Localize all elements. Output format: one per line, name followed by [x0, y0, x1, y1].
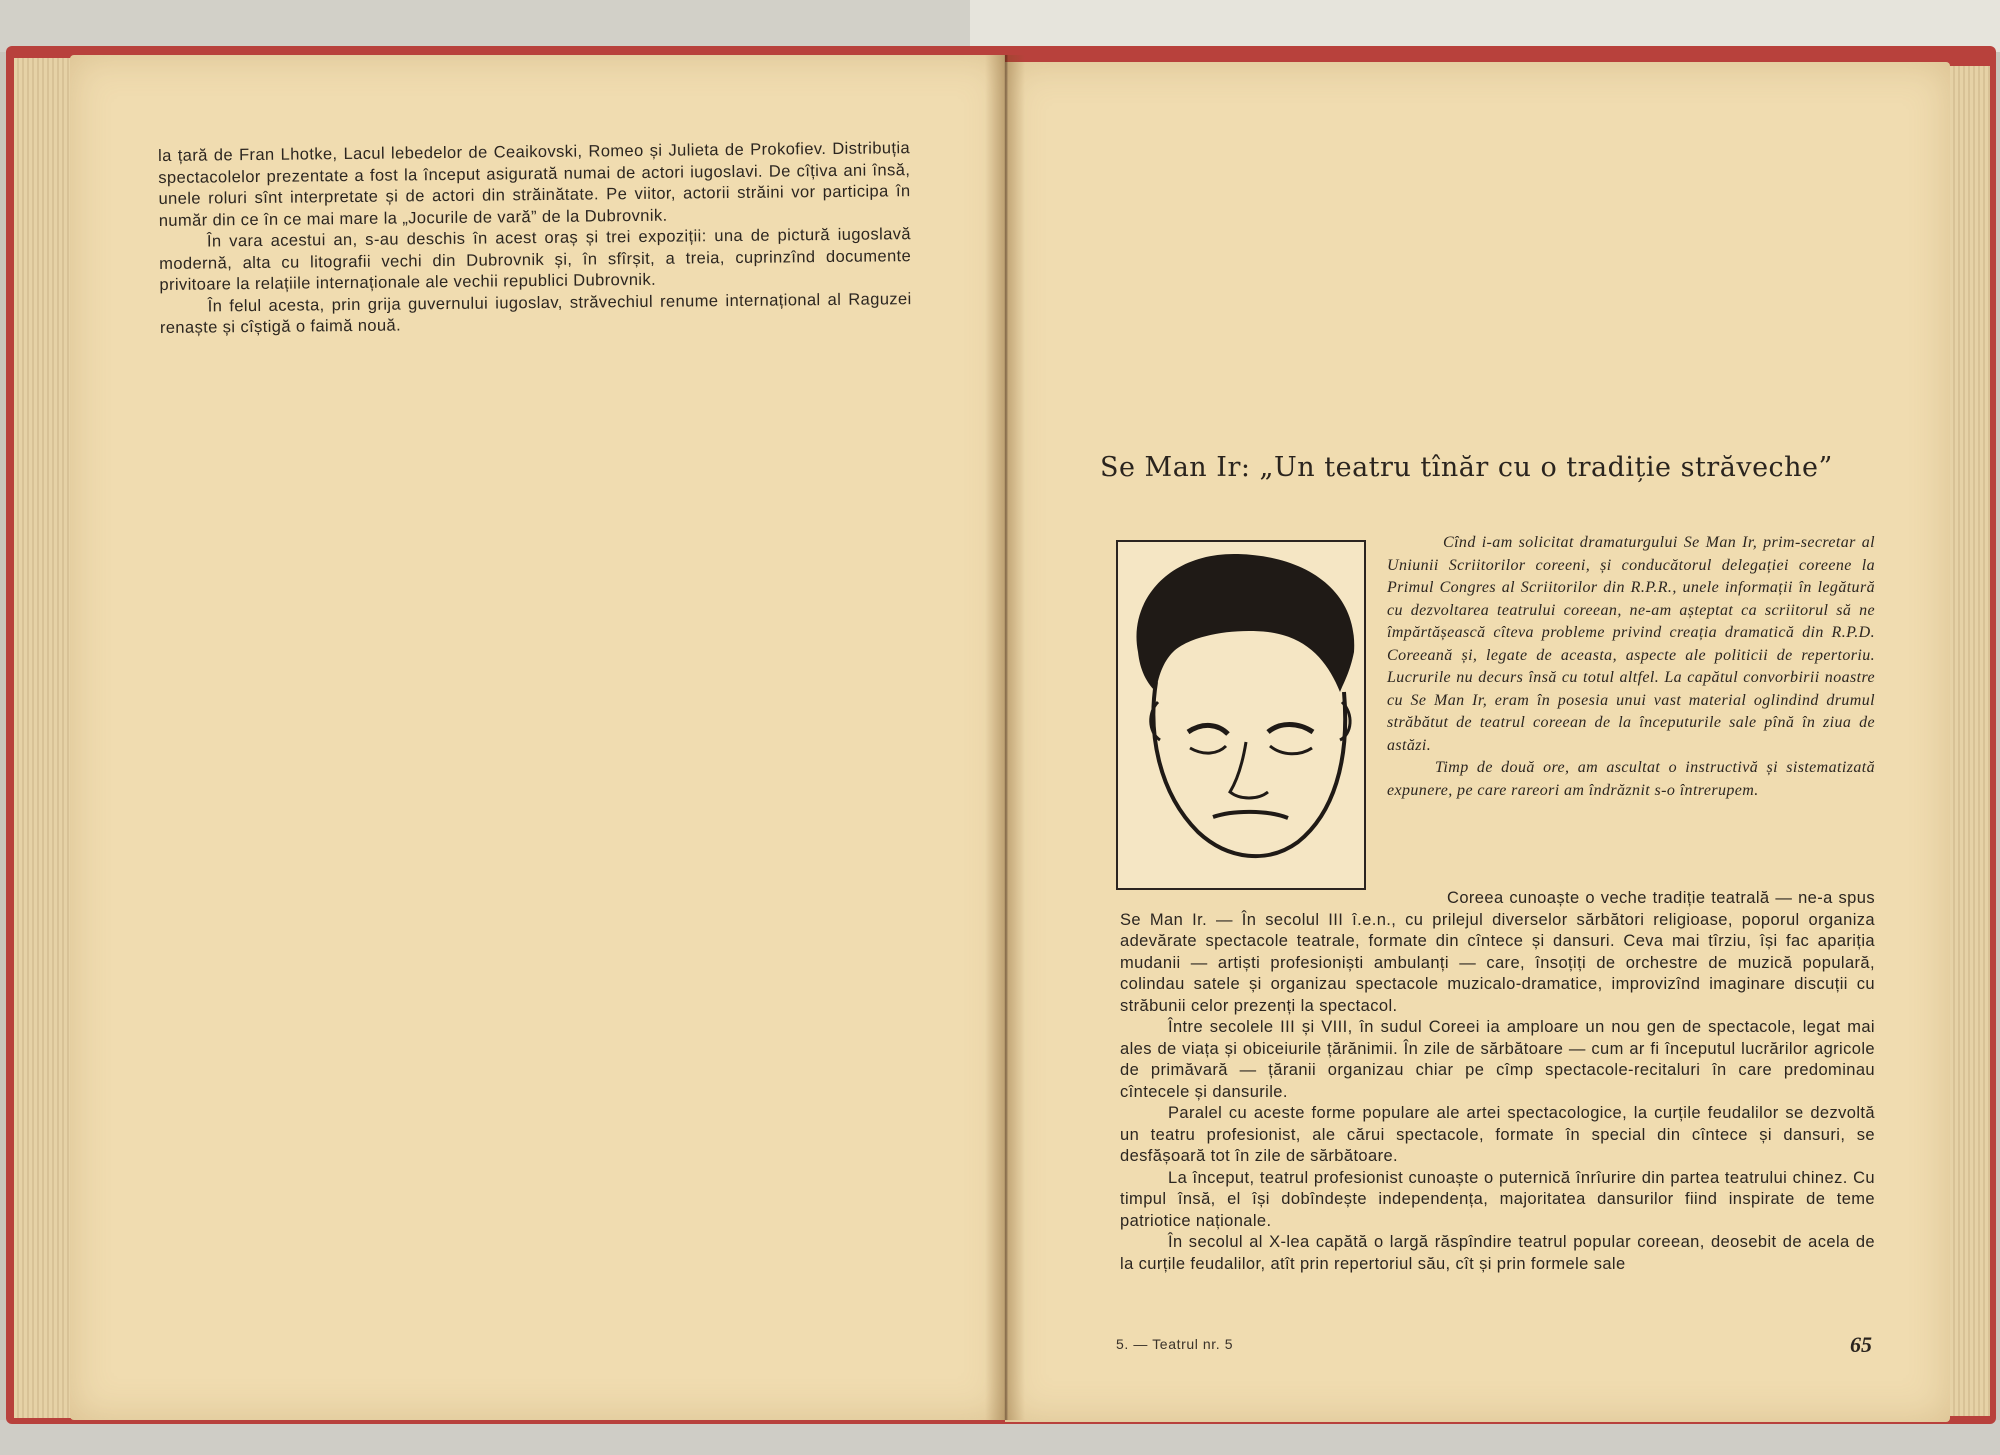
book-gutter	[985, 55, 1025, 1420]
portrait-caricature	[1116, 540, 1366, 890]
intro-text	[1387, 532, 1875, 802]
paragraph: În vara acestui an, s-au deschis în acest oraș și trei expoziții: una de pictură iugoslavă modernă, alta cu litografii vechi din Dubrovnik și, în sfîrșit, a treia, cuprinzînd documente privitoare la relațiile internaționale ale vechii republici Dubrovnik.	[159, 225, 912, 294]
left-page-text	[158, 138, 912, 339]
page-stack-right	[1945, 66, 1990, 1416]
paragraph: Între secolele III și VIII, în sudul Coreei ia amploare un nou gen de spectacole, legat mai ales de viața și obiceiurile țărănimii. În zile de sărbătoare — cum ar fi începutul lucrărilor agricole de primăvară — țăranii organizau chiar pe cîmp spectacole-recitaluri în care predominau cîntecele și dansurile.	[1120, 1018, 1875, 1101]
scanner-background-top-right	[970, 0, 2000, 52]
page-number: 65	[1850, 1332, 1872, 1357]
article-title: Se Man Ir: „Un teatru tînăr cu o tradiție străveche”	[1100, 452, 1833, 483]
paragraph: Cînd i-am solicitat dramaturgului Se Man Ir, prim-secretar al Uniunii Scriitorilor coreeni, și conducătorul delegației coreene la Primul Congres al Scriitorilor din R.P.R., unele informații în legătură cu dezvoltarea teatrului coreean, ne-am așteptat ca scriitorul să ne împărtășească cîteva probleme privind creația dramatică din R.P.D. Coreeană și, legate de aceasta, aspecte ale politicii de repertoriu. Lucrurile nu decurs însă cu totul altfel. La capătul convorbirii noastre cu Se Man Ir, eram în posesia unui vast material oglindind drumul străbătut de teatrul coreean de la începuturile sale pînă în ziua de astăzi.	[1387, 534, 1875, 754]
paragraph: În felul acesta, prin grija guvernului iugoslav, străvechiul renume internațional al Raguzei renaște și cîștigă o faimă nouă.	[159, 289, 912, 337]
page-stack-left	[14, 58, 76, 1418]
footer-issue: 5. — Teatrul nr. 5	[1116, 1336, 1234, 1352]
paragraph: La început, teatrul profesionist cunoaște o puternică înrîurire din partea teatrului chinez. Cu timpul însă, el își dobîndește independența, majoritatea dansurilor fiind inspirate de teme patriotice naționale.	[1120, 1168, 1875, 1230]
paragraph: Coreea cunoaște o veche tradiție teatrală — ne-a spus Se Man Ir. — În secolul III î.e.n., cu prilejul diverselor sărbători religioase, poporul organiza adevărate spectacole teatrale, formate din cîntece și dansuri. Ceva mai tîrziu, își fac apariția mudanii — artiști profesioniști ambulanți — care, însoțiți de orchestre de muzică populară, colindau satele și organizau spectacole muzicalo-dramatice, improvizînd imaginare discuții cu străbunii celor prezenți la spectacol.	[1120, 889, 1875, 1015]
scanner-background-bottom	[0, 1420, 2000, 1455]
paragraph: În secolul al X-lea capătă o largă răspîndire teatrul popular coreean, deosebit de acela de la curțile feudalilor, atît prin repertoriul său, cît și prin formele sale	[1120, 1233, 1875, 1273]
article-body	[1120, 888, 1875, 1275]
paragraph: Paralel cu aceste forme populare ale artei spectacologice, la curțile feudalilor se dezvoltă un teatru profesionist, ale cărui spectacole, formate în special din cîntece și dansuri, se desfășoară tot în zile de sărbătoare.	[1120, 1104, 1875, 1165]
paragraph: la țară de Fran Lhotke, Lacul lebedelor de Ceaikovski, Romeo și Julieta de Prokofiev. Distribuția spectacolelor prezentate a fost la început asigurată numai de actori iugoslavi. De cîțiva ani însă, unele roluri sînt interpretate și de actori din străinătate. Pe viitor, actorii străini vor participa în număr din ce în ce mai mare la „Jocurile de vară” de la Dubrovnik.	[158, 139, 911, 230]
paragraph: Timp de două ore, am ascultat o instructivă și sistematizată expunere, pe care rareori am îndrăznit s-o întrerupem.	[1387, 759, 1875, 799]
